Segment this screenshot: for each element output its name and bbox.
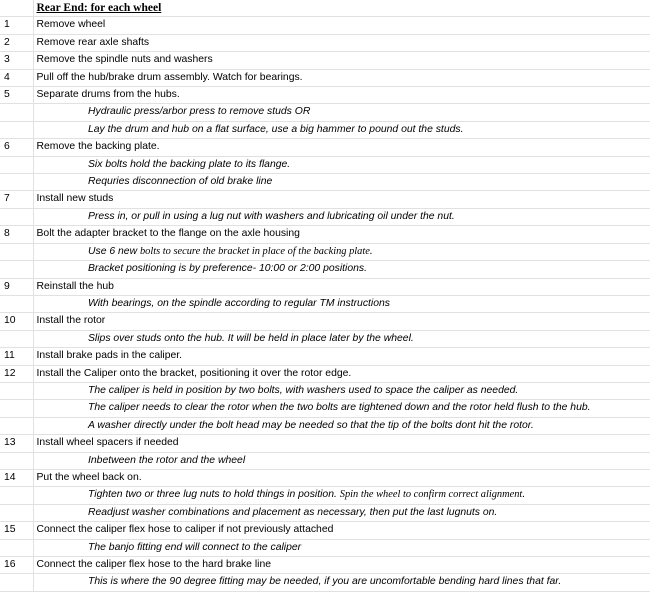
indent-cell[interactable]	[33, 174, 85, 191]
step-row	[0, 139, 650, 156]
sub-step-text-cell[interactable]	[85, 174, 650, 191]
sub-step-row	[0, 121, 650, 138]
indent-cell[interactable]	[33, 400, 85, 417]
sub-step-text: This is where the 90 degree fitting may be needed, if you are uncomfortable bending hard lines that far.	[88, 576, 562, 588]
indent-cell[interactable]	[33, 104, 85, 121]
indent-cell[interactable]	[33, 487, 85, 504]
step-number-cell[interactable]: 3	[0, 52, 33, 69]
sub-step-row	[0, 208, 650, 225]
sub-step-text: Tighten two or three lug nuts to hold things in position.	[88, 489, 340, 501]
title-row	[0, 0, 650, 17]
step-row	[0, 557, 650, 574]
step-text-cell[interactable]: Remove the backing plate.	[33, 139, 650, 156]
step-number-cell[interactable]	[0, 417, 33, 434]
sub-step-text-cell[interactable]	[85, 243, 650, 260]
sub-step-text: Slips over studs onto the hub. It will be held in place later by the wheel.	[88, 332, 414, 344]
sub-step-text-cell[interactable]	[85, 121, 650, 138]
step-row	[0, 226, 650, 243]
sub-step-text: The banjo fitting end will connect to the caliper	[88, 541, 302, 553]
step-number-cell[interactable]: 11	[0, 348, 33, 365]
step-number-cell[interactable]: 7	[0, 191, 33, 208]
sub-step-text-cell[interactable]	[85, 504, 650, 521]
sub-step-row	[0, 156, 650, 173]
step-number-cell[interactable]: 5	[0, 87, 33, 104]
step-text-cell[interactable]: Bolt the adapter bracket to the flange on the axle housing	[33, 226, 650, 243]
sub-step-text-continued: bolts to secure the bracket in place of the backing plate.	[139, 245, 373, 257]
sub-step-row	[0, 104, 650, 121]
sub-step-text: Press in, or pull in using a lug nut with washers and lubricating oil under the nut.	[88, 210, 455, 222]
sub-step-text-cell[interactable]	[85, 574, 650, 591]
step-number-cell[interactable]	[0, 156, 33, 173]
sub-step-text-cell[interactable]	[85, 104, 650, 121]
indent-cell[interactable]	[33, 417, 85, 434]
step-number-cell[interactable]: 14	[0, 469, 33, 486]
indent-cell[interactable]	[33, 330, 85, 347]
step-text-cell[interactable]: Remove the spindle nuts and washers	[33, 52, 650, 69]
step-number-cell[interactable]	[0, 452, 33, 469]
step-number-cell[interactable]: 8	[0, 226, 33, 243]
sub-step-text: With bearings, on the spindle according to regular TM instructions	[88, 297, 390, 309]
step-number-cell[interactable]: 13	[0, 435, 33, 452]
step-number-cell[interactable]	[0, 295, 33, 312]
step-text-cell[interactable]: Remove rear axle shafts	[33, 34, 650, 51]
step-row	[0, 69, 650, 86]
step-row	[0, 191, 650, 208]
step-number-cell[interactable]	[0, 382, 33, 399]
step-number-cell[interactable]	[0, 539, 33, 556]
sub-step-row	[0, 400, 650, 417]
step-number-cell[interactable]: 6	[0, 139, 33, 156]
step-text-cell[interactable]: Reinstall the hub	[33, 278, 650, 295]
step-text-cell[interactable]: Install the Caliper onto the bracket, positioning it over the rotor edge.	[33, 365, 650, 382]
sub-step-text: The caliper is held in position by two bolts, with washers used to space the caliper as needed.	[88, 384, 519, 396]
indent-cell[interactable]	[33, 382, 85, 399]
sheet-title[interactable]: Rear End: for each wheel	[33, 0, 650, 17]
sub-step-text-cell[interactable]	[85, 539, 650, 556]
sub-step-row	[0, 382, 650, 399]
sub-step-text: A washer directly under the bolt head may be needed so that the tip of the bolts dont hit the rotor.	[88, 419, 534, 431]
step-number-cell[interactable]: 16	[0, 557, 33, 574]
step-row	[0, 365, 650, 382]
sub-step-text: Readjust washer combinations and placement as necessary, then put the last lugnuts on.	[88, 506, 498, 518]
step-number-cell[interactable]	[0, 243, 33, 260]
step-text-cell[interactable]: Remove wheel	[33, 17, 650, 34]
step-number-cell[interactable]	[0, 330, 33, 347]
step-row	[0, 313, 650, 330]
step-text-cell[interactable]: Connect the caliper flex hose to the hard brake line	[33, 557, 650, 574]
step-number-cell[interactable]	[0, 504, 33, 521]
title-row-number-cell[interactable]	[0, 0, 33, 17]
sub-step-text-cell[interactable]	[85, 487, 650, 504]
sub-step-text: Bracket positioning is by preference- 10:00 or 2:00 positions.	[88, 263, 367, 275]
sub-step-row	[0, 539, 650, 556]
step-row	[0, 348, 650, 365]
sub-step-row	[0, 243, 650, 260]
step-number-cell[interactable]: 1	[0, 17, 33, 34]
step-number-cell[interactable]: 4	[0, 69, 33, 86]
step-row	[0, 52, 650, 69]
indent-cell[interactable]	[33, 156, 85, 173]
sub-step-row	[0, 574, 650, 591]
step-number-cell[interactable]	[0, 261, 33, 278]
sub-step-text-cell[interactable]	[85, 261, 650, 278]
indent-cell[interactable]	[33, 243, 85, 260]
sub-step-row	[0, 504, 650, 521]
step-row	[0, 522, 650, 539]
sub-step-row	[0, 330, 650, 347]
step-text-cell[interactable]: Connect the caliper flex hose to caliper if not previously attached	[33, 522, 650, 539]
step-row	[0, 34, 650, 51]
step-number-cell[interactable]	[0, 104, 33, 121]
step-number-cell[interactable]: 15	[0, 522, 33, 539]
step-text-cell[interactable]: Install wheel spacers if needed	[33, 435, 650, 452]
sub-step-row	[0, 261, 650, 278]
step-text-cell[interactable]: Install new studs	[33, 191, 650, 208]
sub-step-text-cell[interactable]	[85, 295, 650, 312]
sub-step-text: Use 6 new	[88, 245, 140, 257]
step-row	[0, 17, 650, 34]
sub-step-text-cell[interactable]	[85, 382, 650, 399]
sub-step-row	[0, 295, 650, 312]
sub-step-text: Six bolts hold the backing plate to its flange.	[88, 158, 291, 170]
indent-cell[interactable]	[33, 539, 85, 556]
step-number-cell[interactable]: 9	[0, 278, 33, 295]
step-number-cell[interactable]	[0, 121, 33, 138]
sub-step-text-cell[interactable]	[85, 400, 650, 417]
sub-step-text-cell[interactable]	[85, 208, 650, 225]
indent-cell[interactable]	[33, 261, 85, 278]
step-text-cell[interactable]: Put the wheel back on.	[33, 469, 650, 486]
indent-cell[interactable]	[33, 208, 85, 225]
step-number-cell[interactable]	[0, 487, 33, 504]
indent-cell[interactable]	[33, 295, 85, 312]
step-number-cell[interactable]	[0, 174, 33, 191]
step-row	[0, 87, 650, 104]
step-row	[0, 469, 650, 486]
sub-step-text: The caliper needs to clear the rotor when the two bolts are tightened down and the rotor held flush to the hub.	[88, 402, 591, 414]
indent-cell[interactable]	[33, 574, 85, 591]
indent-cell[interactable]	[33, 121, 85, 138]
step-number-cell[interactable]	[0, 208, 33, 225]
step-number-cell[interactable]	[0, 574, 33, 591]
sub-step-row	[0, 452, 650, 469]
step-number-cell[interactable]: 12	[0, 365, 33, 382]
step-row	[0, 435, 650, 452]
sub-step-row	[0, 417, 650, 434]
step-text-cell[interactable]: Install brake pads in the caliper.	[33, 348, 650, 365]
step-text-cell[interactable]: Separate drums from the hubs.	[33, 87, 650, 104]
indent-cell[interactable]	[33, 504, 85, 521]
sub-step-text: Inbetween the rotor and the wheel	[88, 454, 246, 466]
sub-step-text-cell[interactable]	[85, 156, 650, 173]
sub-step-text-cell[interactable]	[85, 417, 650, 434]
sub-step-text: Hydraulic press/arbor press to remove studs OR	[88, 106, 311, 118]
sub-step-text-continued: Spin the wheel to confirm correct alignment.	[339, 489, 525, 501]
step-row	[0, 278, 650, 295]
sub-step-row	[0, 487, 650, 504]
step-number-cell[interactable]: 10	[0, 313, 33, 330]
step-text-cell[interactable]: Install the rotor	[33, 313, 650, 330]
step-number-cell[interactable]	[0, 400, 33, 417]
step-text-cell[interactable]: Pull off the hub/brake drum assembly. Watch for bearings.	[33, 69, 650, 86]
indent-cell[interactable]	[33, 452, 85, 469]
sub-step-text-cell[interactable]	[85, 452, 650, 469]
sub-step-text: Lay the drum and hub on a flat surface, use a big hammer to pound out the studs.	[88, 123, 464, 135]
sub-step-text-cell[interactable]	[85, 330, 650, 347]
sub-step-row	[0, 174, 650, 191]
sub-step-text: Requries disconnection of old brake line	[88, 176, 273, 188]
step-number-cell[interactable]: 2	[0, 34, 33, 51]
